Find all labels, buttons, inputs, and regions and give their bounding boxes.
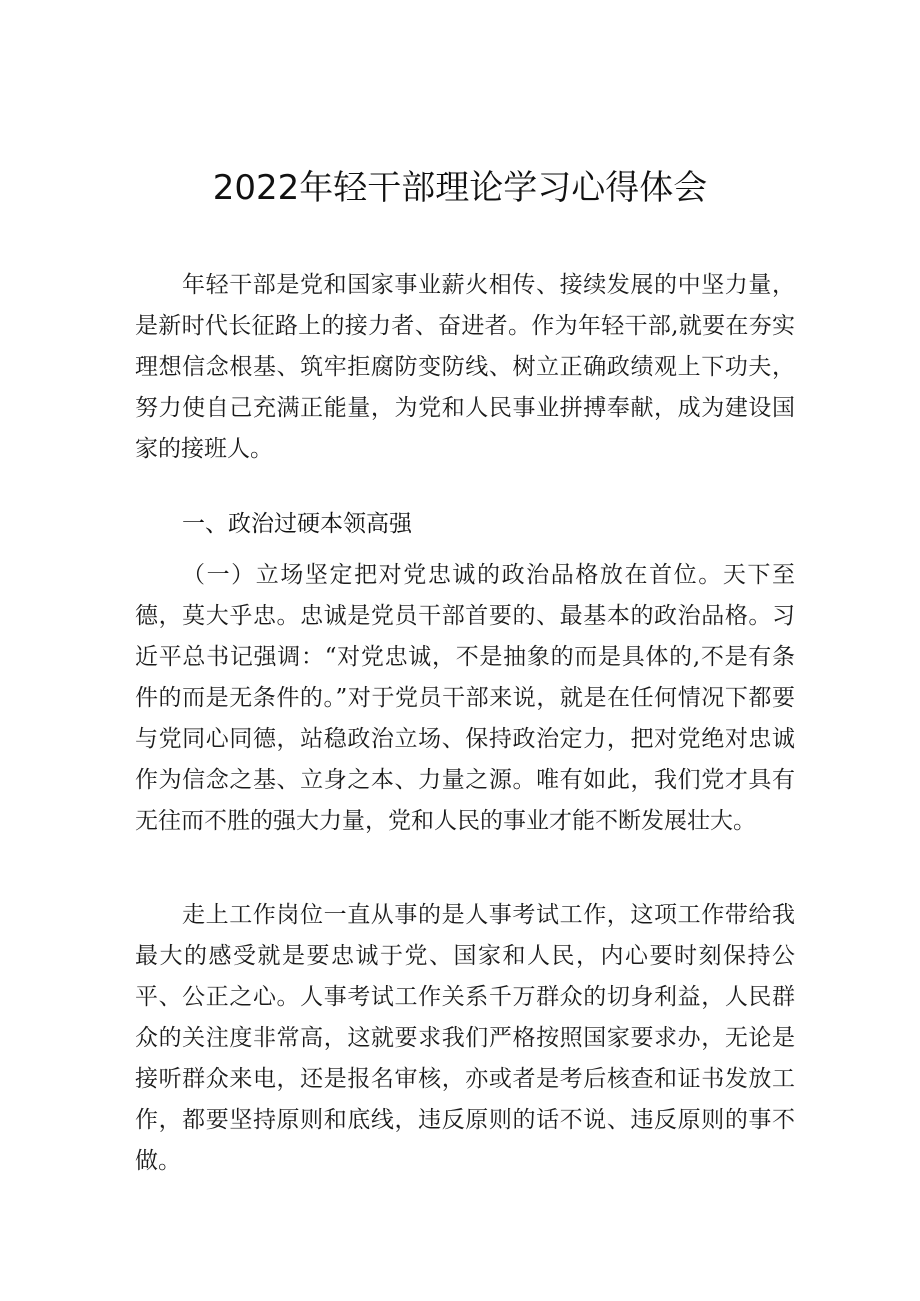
document-title: 2022年轻干部理论学习心得体会 bbox=[212, 168, 708, 208]
section-heading: 一、政治过硬本领高强 bbox=[182, 511, 412, 537]
intro-paragraph: 年轻干部是党和国家事业薪火相传、接续发展的中坚力量，是新时代长征路上的接力者、奋进者。作为年轻干部,就要在夯实理想信念根基、筑牢拒腐防变防线、树立正确政绩观上下功夫，努力使自己充满正能量，为党和人民事业拼搏奉献，成为建设国家的接班人。 bbox=[135, 272, 795, 462]
section-paragraph-2: 走上工作岗位一直从事的是人事考试工作，这项工作带给我最大的感受就是要忠诚于党、国家和人民，内心要时刻保持公平、公正之心。人事考试工作关系千万群众的切身利益，人民群众的关注度非常高，这就要求我们严格按照国家要求办，无论是接听群众来电，还是报名审核，亦或者是考后核查和证书发放工作，都要坚持原则和底线，违反原则的话不说、违反原则的事不做。 bbox=[135, 902, 795, 1174]
section-paragraph-1: （一）立场坚定把对党忠诚的政治品格放在首位。天下至德，莫大乎忠。忠诚是党员干部首要的、最基本的政治品格。习近平总书记强调：“对党忠诚，不是抽象的而是具体的,不是有条件的而是无条件的。”对于党员干部来说，就是在任何情况下都要与党同心同德，站稳政治立场、保持政治定力，把对党绝对忠诚作为信念之基、立身之本、力量之源。唯有如此，我们党才具有无往而不胜的强大力量，党和人民的事业才能不断发展壮大。 bbox=[135, 562, 795, 834]
